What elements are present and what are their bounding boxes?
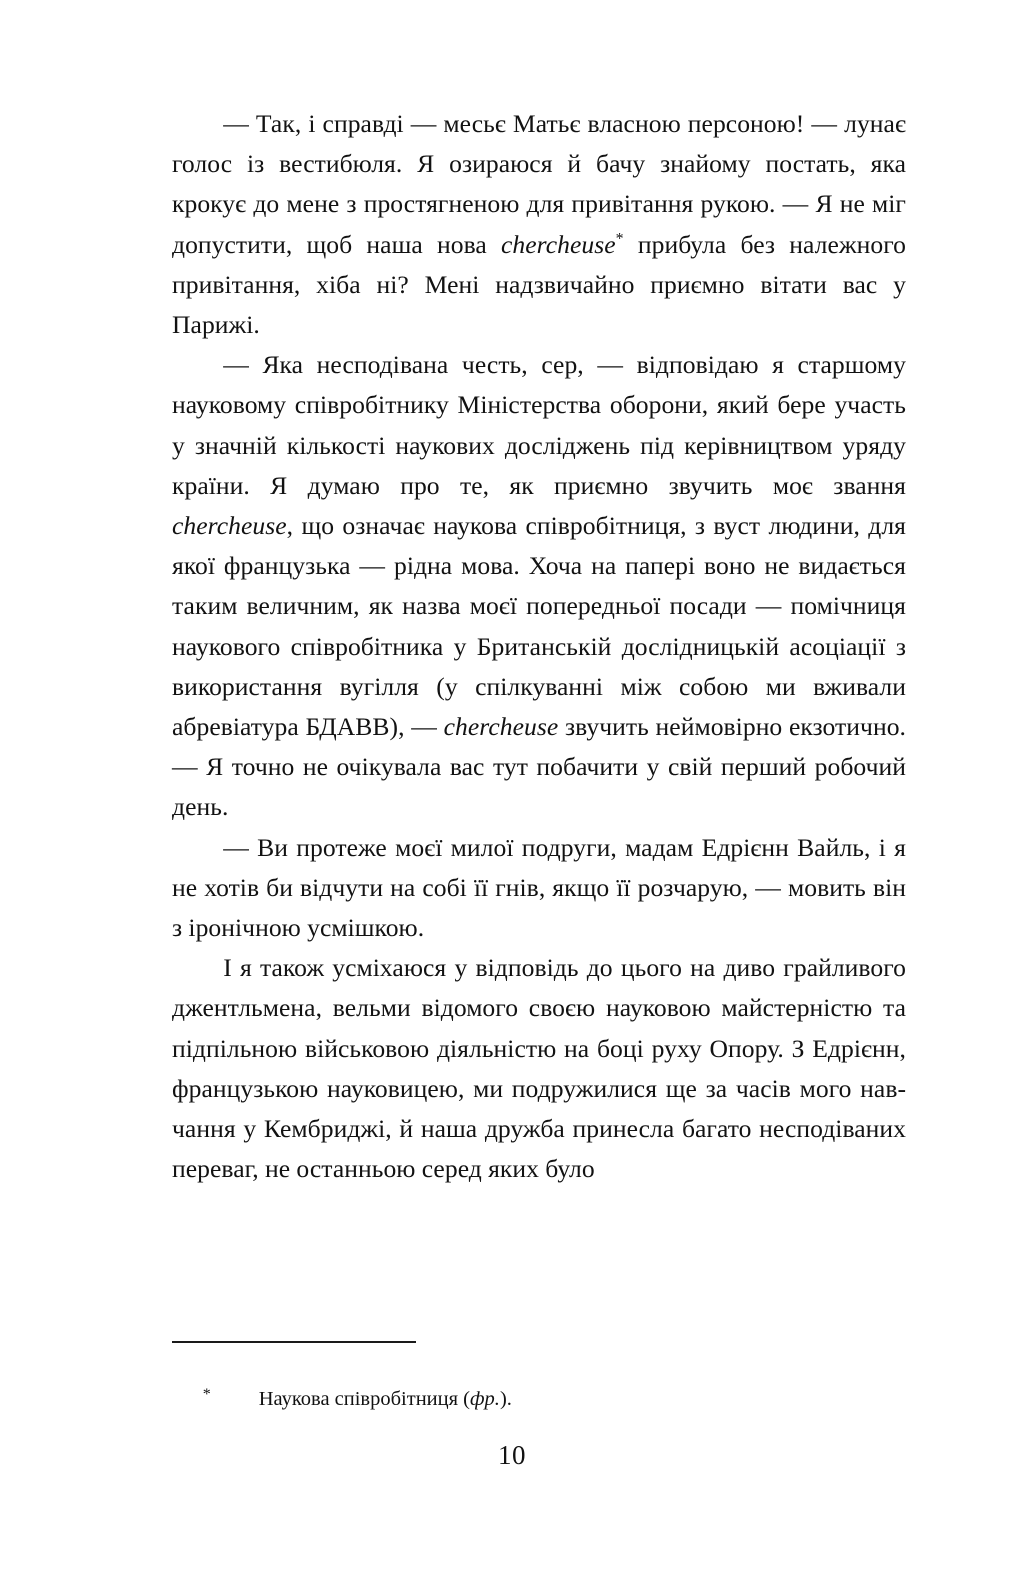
paragraph-3 xyxy=(172,828,906,949)
paragraph-1-run-1: — Так, і справді — месьє Матьє власною персоною! — лунає голос із вестибюля. Я озираюся й бачу знайому постать, яка крокує до мене з простягненою для привітання рукою. — Я не міг допустити, щоб наша нова xyxy=(172,109,906,259)
footnote-area xyxy=(172,1341,906,1441)
paragraph-4 xyxy=(172,948,906,1189)
footnote-text-after: ). xyxy=(499,1388,512,1410)
paragraph-2 xyxy=(172,345,906,827)
footnote-entry xyxy=(172,1357,906,1441)
body-text-block xyxy=(172,104,906,1189)
paragraph-4-run-1: І я також усміхаюся у відповідь до цього на диво грайливого джентльмена, вельми відомого своєю науковою майстерністю та підпільною військовою діяльністю на боці руху Опору. З Едрієнн, французькою науковицею, ми подружилися ще за часів мого навчання у Кембриджі, й наша дружба принесла багато несподіваних переваг, не останньою серед яких було xyxy=(172,953,906,1184)
paragraph-2-run-1: — Яка несподівана честь, сер, — відповідаю я старшому науковому співробітнику Міністерства оборони, який бере участь у значній кількості наукових досліджень під керівництвом уряду країни. Я думаю про те, як приємно звучить моє звання xyxy=(172,350,906,500)
foreign-term-chercheuse: chercheuse xyxy=(172,511,287,541)
footnote-separator-rule xyxy=(172,1341,416,1343)
footnote-marker: * xyxy=(202,1386,211,1403)
paragraph-1 xyxy=(172,104,906,345)
foreign-term-chercheuse: chercheuse xyxy=(443,712,559,742)
footnote-reference-marker[interactable]: * xyxy=(615,230,624,248)
footnote-text-before: Наукова співробітниця ( xyxy=(258,1388,470,1410)
paragraph-2-run-2: , що означає наукова співробітниця, з вуст людини, для якої французька — рідна мова. Хоча на папері воно не видається таким величним, як назва моєї попередньої посади — помічниця наукового співробітника у Британській дослідницькій асоціації з використання вугілля (у спілкуванні між собою ми вживали абревіатура БДАВВ), — xyxy=(172,511,906,742)
paragraph-1-run-2: прибула без належного привітання, хіба ні? Мені надзвичайно приємно вітати вас у Парижі. xyxy=(172,229,906,340)
paragraph-3-run-1: — Ви протеже моєї милої подруги, мадам Едрієнн Вайль, і я не хотів би відчути на собі її гнів, якщо її розчарую, — мовить він з іронічною усмішкою. xyxy=(172,832,906,943)
footnote-language-abbreviation: фр. xyxy=(470,1388,500,1410)
foreign-term-chercheuse: chercheuse xyxy=(500,229,616,259)
page-number: 10 xyxy=(498,1440,526,1470)
paragraph-2-run-3: звучить неймовірно екзотично. — Я точно не очікувала вас тут побачити у свій перший робочий день. xyxy=(172,712,906,822)
